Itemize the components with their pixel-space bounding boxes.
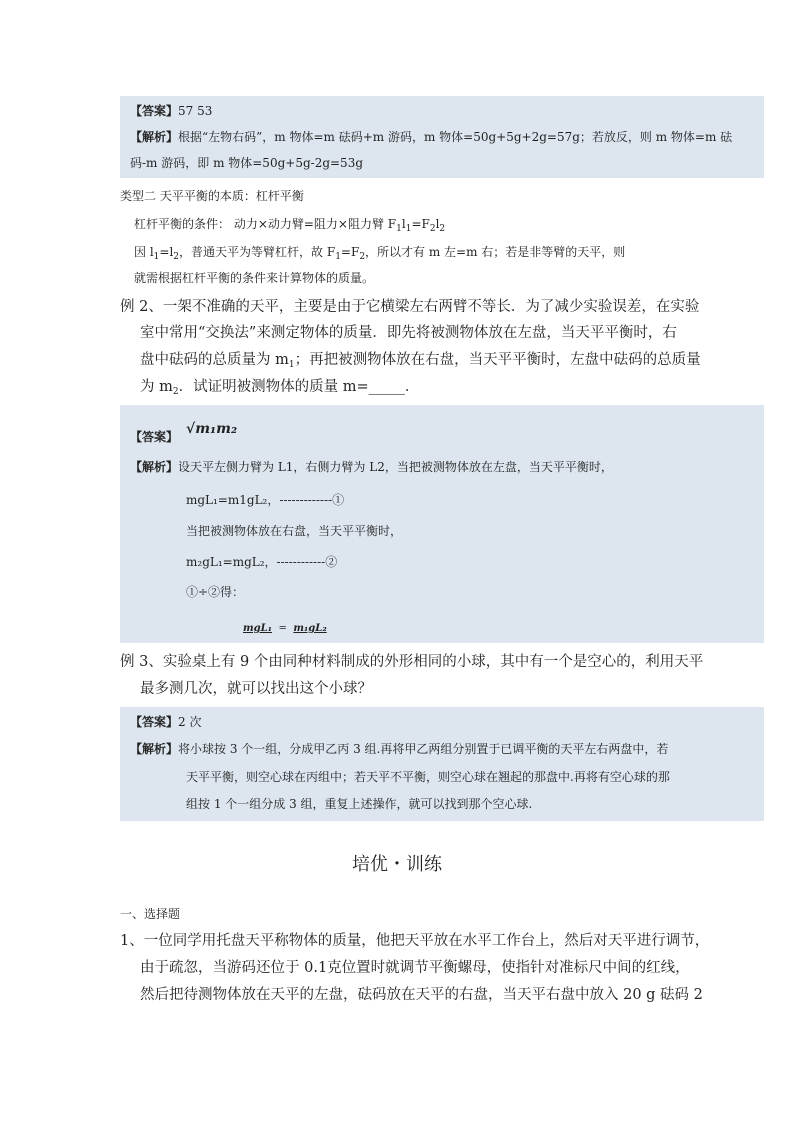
subscript: 2 [429, 224, 436, 234]
equation-text: m₂gL₁=mgL₂，------------② [186, 555, 338, 569]
question-text: 1、一位同学用托盘天平称物体的质量，他把天平放在水平工作台上，然后对天平进行调节， [120, 933, 710, 949]
equation-2 [186, 553, 337, 571]
example2-line-3 [140, 349, 701, 376]
analysis-line-1 [130, 740, 668, 758]
example2-text: 为 m [140, 379, 173, 395]
reason-text: =l [159, 245, 174, 259]
reason-text: 就需根据杠杆平衡的条件来计算物体的质量。 [134, 271, 375, 285]
lever-condition-text: 杠杆平衡的条件： 动力×动力臂=阻力×阻力臂 F [134, 217, 397, 231]
analysis-text: 设天平左侧力臂为 L1，右侧力臂为 L2，当把被测物体放在左盘，当天平平衡时， [178, 460, 613, 474]
question1-line-1 [120, 930, 709, 952]
analysis-line-2 [186, 768, 670, 786]
reason-line-1 [134, 243, 625, 266]
example2-text: ；再把被测物体放在右盘，当天平平衡时，左盘中砝码的总质量 [294, 352, 701, 368]
question-text: 然后把待测物体放在天平的左盘，砝码放在天平的右盘，当天平右盘中放入 20 g 砝码 2 [140, 987, 703, 1003]
analysis-line-1 [130, 458, 613, 476]
subscript: 2 [359, 252, 366, 262]
reason-text: =F [340, 245, 360, 259]
analysis-text: 根据“左物右码”，m 物体=m 砝码+m 游码，m 物体=50g+5g+2g=57g；若放反，则 m 物体=m 砝 [178, 130, 733, 144]
symbol: l [435, 217, 440, 231]
sqrt-formula: √m₁m₂ [186, 421, 238, 437]
analysis-tag: 【解析】 [130, 460, 179, 474]
example3-line-1 [120, 651, 703, 673]
subscript: 2 [173, 252, 180, 262]
answer-tag: 【答案】 [130, 715, 179, 729]
type2-title-text: 类型二 天平平衡的本质：杠杆平衡 [120, 189, 304, 203]
section-subheading-text: 一、选择题 [120, 907, 181, 921]
answer-line-2 [130, 428, 178, 446]
section-heading [0, 850, 794, 876]
example2-line-1 [120, 296, 699, 318]
analysis-line-1 [130, 128, 732, 146]
analysis-line-2 [130, 154, 363, 172]
example2-line-2 [140, 322, 677, 344]
analysis-text: 当把被测物体放在右盘，当天平平衡时， [186, 524, 403, 538]
fraction-numerator: m₁gL₂ [293, 623, 327, 634]
fraction-numerator: mgL₁ [243, 623, 272, 634]
symbol: =F [411, 217, 430, 231]
type2-title [120, 187, 304, 205]
subscript: 1 [335, 252, 341, 262]
subscript: 2 [439, 224, 446, 234]
fraction-line: mgL₁ = m₁gL₂ [243, 623, 327, 634]
example3-line-2 [140, 678, 372, 700]
analysis-text-2 [186, 522, 402, 540]
answer-formula [186, 420, 237, 438]
equation-text: mgL₁=m1gL₂，-------------① [186, 493, 345, 507]
lever-condition [134, 215, 445, 238]
equation-1 [186, 491, 344, 509]
example2-text: 盘中砝码的总质量为 m [140, 352, 289, 368]
analysis-text: 天平平衡，则空心球在丙组中；若天平不平衡，则空心球在翘起的那盘中.再将有空心球的那 [186, 770, 670, 784]
reason-text: 因 l [134, 245, 154, 259]
ratio-line [186, 583, 244, 601]
example3-text: 例 3、实验桌上有 9 个由同种材料制成的外形相同的小球，其中有一个是空心的，利用天平 [120, 654, 704, 670]
subscript: 2 [172, 387, 179, 397]
answer-value: 57 53 [178, 104, 213, 118]
answer-tag: 【答案】 [130, 430, 179, 444]
example2-text: 例 2、一架不准确的天平，主要是由于它横梁左右两臂不等长．为了减少实验误差，在实验 [120, 299, 700, 315]
symbol: l [401, 217, 406, 231]
answer-tag: 【答案】 [130, 104, 179, 118]
question-text: 由于疏忽，当游码还位于 0.1克位置时就调节平衡螺母，使指针对准标尺中间的红线， [140, 960, 690, 976]
section-subheading [120, 905, 180, 923]
analysis-text: 将小球按 3 个一组，分成甲乙丙 3 组.再将甲乙两组分别置于已调平衡的天平左右两盘中，若 [178, 742, 669, 756]
example2-line-4 [140, 376, 419, 403]
example3-text: 最多测几次，就可以找出这个小球？ [140, 681, 372, 697]
example2-text: ．试证明被测物体的质量 m=_____． [178, 379, 420, 395]
analysis-tag: 【解析】 [130, 130, 179, 144]
ratio-text: ①÷②得： [186, 585, 245, 599]
answer-value: 2 次 [178, 715, 202, 729]
analysis-line-3 [186, 795, 532, 813]
analysis-text: 组按 1 个一组分成 3 组，重复上述操作，就可以找到那个空心球. [186, 797, 533, 811]
reason-text: ，普通天平为等臂杠杆，故 F [179, 245, 336, 259]
subscript: 1 [288, 360, 295, 370]
subscript: 1 [153, 252, 160, 262]
answer-line-3 [130, 713, 201, 731]
analysis-tag: 【解析】 [130, 742, 179, 756]
subscript: 1 [396, 224, 402, 234]
answer-line-1 [130, 102, 212, 120]
question1-line-3 [140, 984, 703, 1006]
reason-line-2 [134, 269, 374, 287]
section-heading-text: 培优・训练 [352, 854, 442, 875]
analysis-text: 码-m 游码，即 m 物体=50g+5g-2g=53g [130, 156, 364, 170]
example2-text: 室中常用“交换法”来测定物体的质量．即先将被测物体放在左盘，当天平平衡时，右 [140, 325, 677, 341]
question1-line-2 [140, 957, 690, 979]
subscript: 1 [405, 224, 412, 234]
reason-text: ，所以才有 m 左=m 右；若是非等臂的天平，则 [365, 245, 626, 259]
